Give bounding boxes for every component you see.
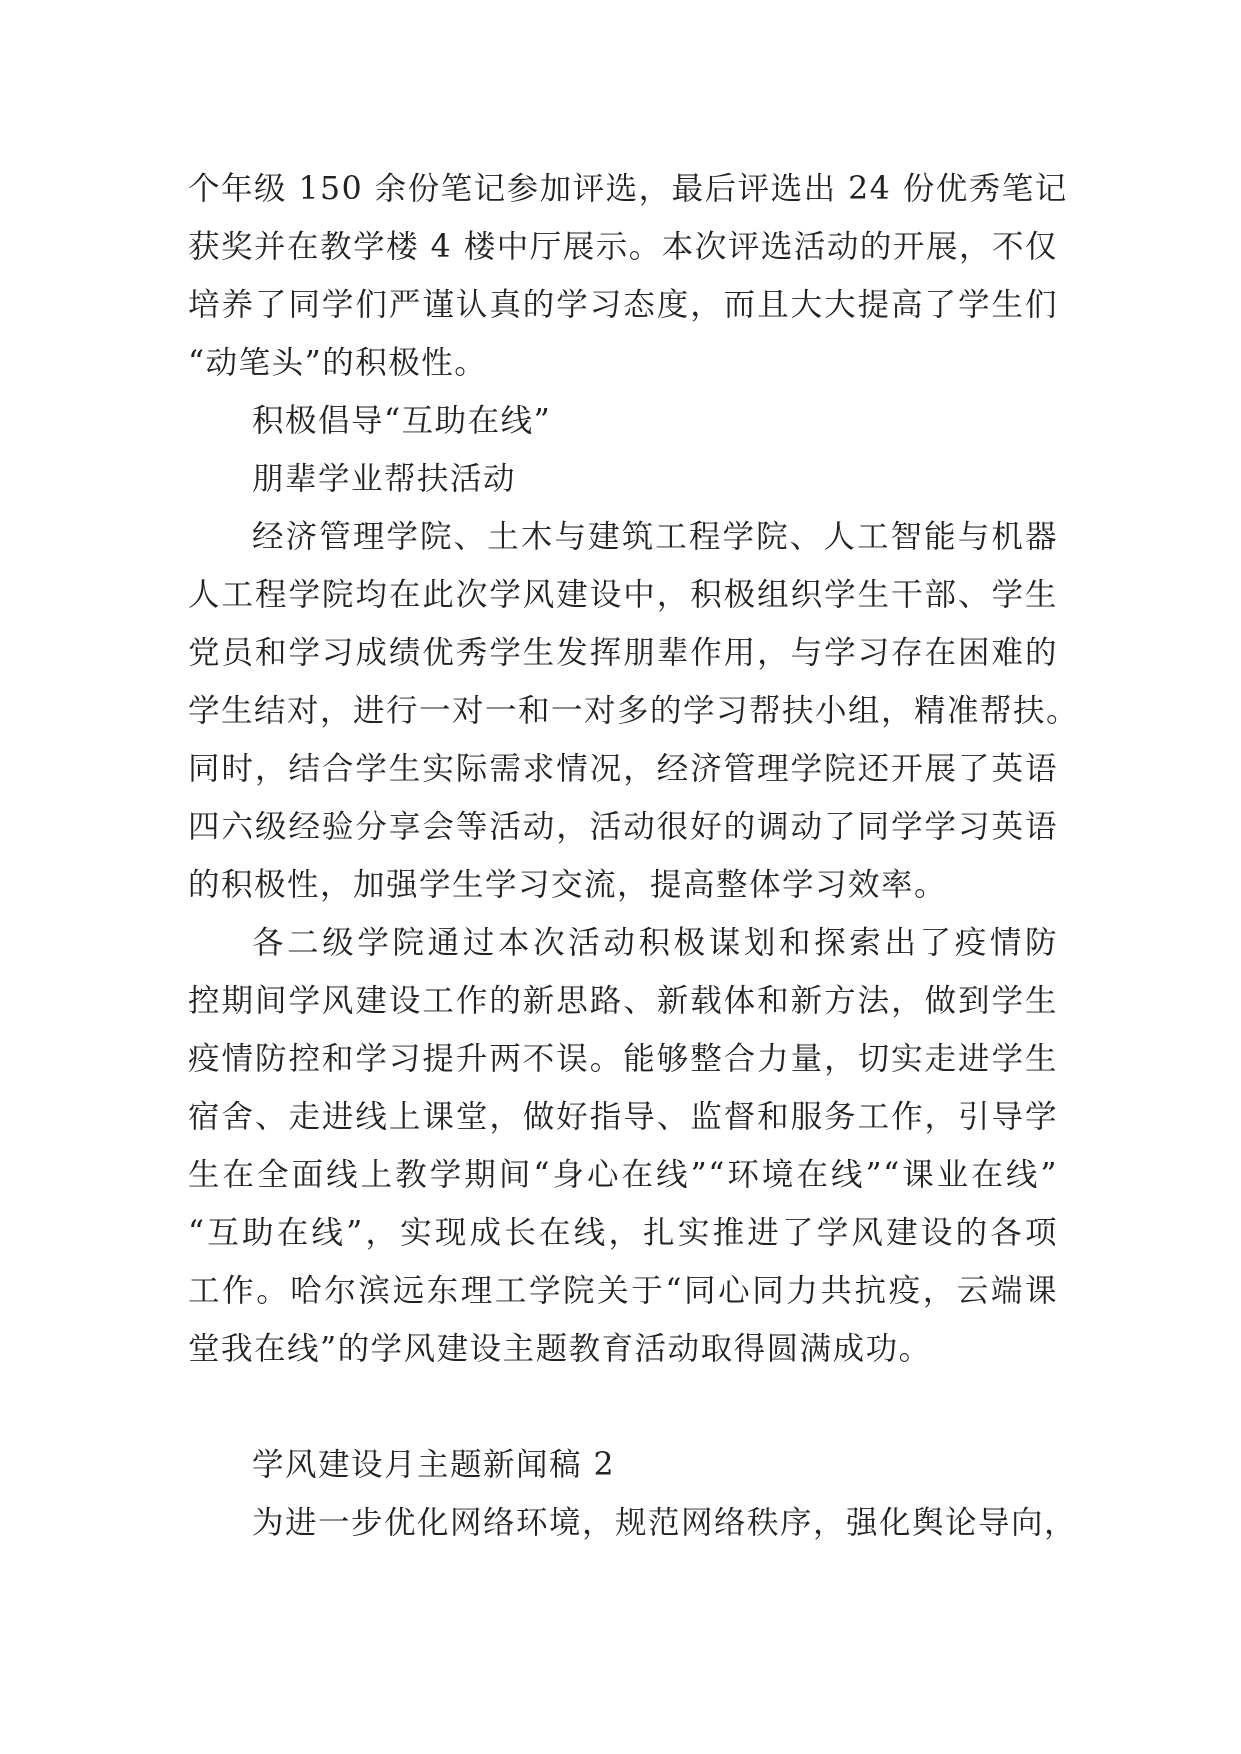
paragraph-1 — [188, 160, 1068, 392]
subheading: 朋辈学业帮扶活动 — [252, 461, 517, 497]
paragraph-4 — [188, 1494, 1078, 1552]
section-title: 学风建设月主题新闻稿 2 — [252, 1447, 616, 1483]
paragraph-line: 四六级经验分享会等活动，活动很好的调动了同学学习英语 — [188, 809, 1058, 845]
subheading: 积极倡导“互助在线” — [252, 403, 552, 439]
paragraph-line: 的积极性，加强学生学习交流，提高整体学习效率。 — [188, 867, 948, 903]
paragraph-line: 生在全面线上教学期间“身心在线”“环境在线”“课业在线” — [188, 1157, 1058, 1193]
paragraph-2 — [188, 508, 1080, 914]
paragraph-line: 个年级 150 余份笔记参加评选，最后评选出 24 份优秀笔记 — [188, 171, 1068, 207]
document-body — [188, 160, 1080, 1552]
paragraph-line: 人工程学院均在此次学风建设中，积极组织学生干部、学生 — [188, 577, 1058, 613]
paragraph-3 — [188, 914, 1058, 1378]
paragraph-line: “动笔头”的积极性。 — [188, 345, 488, 381]
paragraph-line: 堂我在线”的学风建设主题教育活动取得圆满成功。 — [188, 1331, 932, 1367]
paragraph-line: 同时，结合学生实际需求情况，经济管理学院还开展了英语 — [188, 751, 1058, 787]
paragraph-line: 各二级学院通过本次活动积极谋划和探索出了疫情防 — [252, 925, 1058, 961]
paragraph-line: 培养了同学们严谨认真的学习态度，而且大大提高了学生们 — [188, 287, 1058, 323]
paragraph-line: 经济管理学院、土木与建筑工程学院、人工智能与机器 — [252, 519, 1058, 555]
paragraph-line: 为进一步优化网络环境，规范网络秩序，强化舆论导向， — [252, 1505, 1078, 1541]
paragraph-line: “互助在线”，实现成长在线，扎实推进了学风建设的各项 — [188, 1215, 1058, 1251]
paragraph-line: 宿舍、走进线上课堂，做好指导、监督和服务工作，引导学 — [188, 1099, 1058, 1135]
section-spacer — [188, 1378, 1058, 1436]
paragraph-line: 获奖并在教学楼 4 楼中厅展示。本次评选活动的开展，不仅 — [188, 229, 1058, 265]
paragraph-line: 工作。哈尔滨远东理工学院关于“同心同力共抗疫，云端课 — [188, 1273, 1058, 1309]
paragraph-line: 控期间学风建设工作的新思路、新载体和新方法，做到学生 — [188, 983, 1058, 1019]
paragraph-line: 学生结对，进行一对一和一对多的学习帮扶小组，精准帮扶。 — [188, 693, 1080, 729]
paragraph-line: 疫情防控和学习提升两不误。能够整合力量，切实走进学生 — [188, 1041, 1058, 1077]
paragraph-line: 党员和学习成绩优秀学生发挥朋辈作用，与学习存在困难的 — [188, 635, 1058, 671]
